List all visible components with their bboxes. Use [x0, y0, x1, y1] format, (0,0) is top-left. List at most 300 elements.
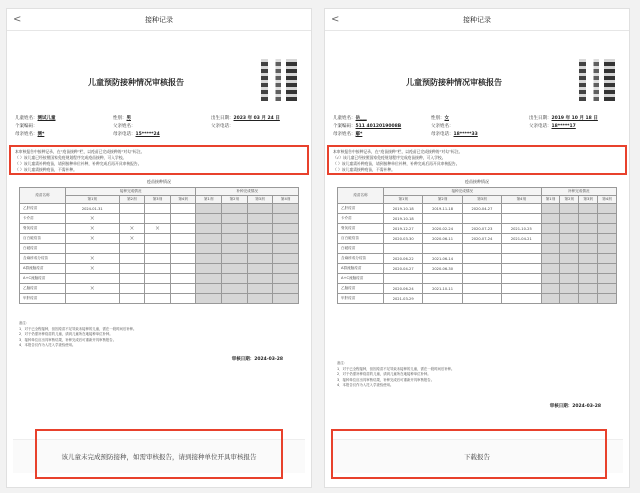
dose-cell [560, 254, 579, 264]
dose-cell [560, 214, 579, 224]
dose-cell [119, 244, 145, 254]
dose-cell [462, 244, 501, 254]
dose-header: 第3剂 [247, 196, 273, 204]
qr-code-icon [579, 59, 615, 101]
table-caption: 疫苗接种情况 [465, 179, 489, 184]
dose-cell [502, 264, 541, 274]
date-label: 审核日期： [549, 404, 573, 409]
archive-code: 511 4012019008B [355, 124, 402, 129]
child-name: 测试儿童 [37, 116, 56, 121]
mother-label: 母亲姓名： [15, 132, 38, 137]
dose-cell [145, 244, 171, 254]
dose-cell [502, 214, 541, 224]
dose-cell [196, 274, 222, 284]
vaccine-name: 白破疫苗 [338, 244, 384, 254]
father-label: 父亲姓名： [431, 124, 454, 129]
dose-cell: × [119, 224, 145, 234]
dose-cell [579, 204, 598, 214]
dose-header: 第1剂 [66, 196, 120, 204]
vaccine-name: A群流脑疫苗 [338, 264, 384, 274]
dose-cell [384, 244, 423, 254]
father-phone: 18*****17 [551, 124, 576, 129]
dose-cell [579, 244, 598, 254]
bottom-text: 下载报告 [464, 453, 490, 461]
notice-line: 本审核报告中接种记录，在“疫苗接种”栏，以疫苗已完成接种的“对勾”标注。 [15, 149, 145, 154]
dose-cell [196, 244, 222, 254]
dose-cell: × [66, 254, 120, 264]
dose-cell [119, 264, 145, 274]
dose-cell [222, 234, 248, 244]
dose-cell [579, 284, 598, 294]
child-name-label: 儿童姓名： [15, 116, 38, 121]
dose-cell [579, 234, 598, 244]
dose-cell [598, 264, 617, 274]
note-line: 3．接种单位应出具审核结果，补种完成后可重新开具审核报告。 [19, 337, 117, 342]
vaccine-name: A群流脑疫苗 [20, 264, 66, 274]
vaccine-name: 乙脑疫苗 [20, 284, 66, 294]
note-line: 3．接种单位应出具审核结果，补种完成后可重新开具审核报告。 [337, 377, 435, 382]
date-label: 审核日期： [231, 357, 255, 362]
dose-cell [423, 244, 462, 254]
dose-cell [502, 274, 541, 284]
dose-cell [560, 274, 579, 284]
audit-date [550, 403, 601, 409]
right-report-screen [324, 8, 630, 488]
table-row [20, 214, 299, 224]
col-header: 疫苗名称 [20, 188, 66, 204]
dose-cell [560, 204, 579, 214]
dose-cell [273, 234, 299, 244]
dose-cell [462, 214, 501, 224]
dose-cell [222, 254, 248, 264]
dose-cell [541, 254, 560, 264]
dose-cell [145, 264, 171, 274]
dose-cell [222, 294, 248, 304]
dose-cell: 2019-11-18 [423, 204, 462, 214]
table-row [338, 264, 617, 274]
dose-cell [247, 214, 273, 224]
child-name-label: 儿童姓名： [333, 116, 356, 121]
notes [19, 321, 303, 349]
table-row [338, 294, 617, 304]
dose-cell [222, 224, 248, 234]
table-row [20, 264, 299, 274]
dose-cell [170, 264, 196, 274]
dose-cell [247, 234, 273, 244]
vaccine-name: 含麻疹成分疫苗 [20, 254, 66, 264]
note-line: 1．对于已全程接种，但因疫苗不足导致未接种的儿童，需在一段时间后补种。 [19, 326, 137, 331]
dose-cell: 2020-03-30 [384, 234, 423, 244]
dose-cell [170, 234, 196, 244]
dose-cell [66, 274, 120, 284]
dose-cell [541, 214, 560, 224]
dose-cell [170, 204, 196, 214]
vaccine-name: 甲肝疫苗 [20, 294, 66, 304]
highlight-box [327, 145, 627, 175]
dose-cell: × [145, 224, 171, 234]
dose-header: 第2剂 [119, 196, 145, 204]
dose-cell [196, 254, 222, 264]
note-line: 备注： [337, 361, 348, 365]
mother-name: 测* [37, 132, 45, 137]
dose-cell [273, 254, 299, 264]
highlight-box [331, 429, 607, 479]
dose-cell [145, 204, 171, 214]
dose-cell [273, 284, 299, 294]
dose-cell [462, 274, 501, 284]
vaccine-name: A+C流脑疫苗 [20, 274, 66, 284]
date-value: 2024-03-28 [254, 357, 283, 362]
back-icon[interactable]: < [331, 14, 340, 25]
dose-cell [196, 204, 222, 214]
notice-line: 本审核报告中接种记录，在“疫苗接种”栏，以疫苗已完成接种的“对勾”标注。 [333, 149, 463, 154]
dose-cell [598, 274, 617, 284]
dose-cell [423, 294, 462, 304]
dose-cell [222, 264, 248, 274]
report-title: 儿童预防接种情况审核报告 [88, 78, 184, 87]
dose-cell [541, 284, 560, 294]
dose-cell: 2020-06-22 [384, 254, 423, 264]
dose-header: 第3剂 [145, 196, 171, 204]
vaccine-name: 白破疫苗 [20, 244, 66, 254]
dose-header: 第3剂 [579, 196, 598, 204]
table-row [338, 254, 617, 264]
report-document [7, 31, 311, 441]
dose-cell [598, 204, 617, 214]
dose-cell [119, 214, 145, 224]
notice-line: （ ）该儿童需接种疫苗，不需补种。 [333, 167, 395, 172]
dose-cell [145, 214, 171, 224]
page-title: 接种记录 [463, 16, 491, 24]
note-line: 2．对于仍需补种疫苗的儿童，请到儿童所在地接种单位补种。 [337, 372, 431, 376]
dose-cell [119, 204, 145, 214]
dose-cell [541, 274, 560, 284]
vaccine-name: 脊灰疫苗 [20, 224, 66, 234]
dose-cell: 2021-03-29 [384, 294, 423, 304]
table-row [338, 284, 617, 294]
dose-cell [541, 204, 560, 214]
dose-cell: 2021-10-25 [502, 224, 541, 234]
mother-phone-label: 母亲电话： [113, 132, 136, 137]
dose-header: 第3剂 [462, 196, 501, 204]
dose-cell [247, 204, 273, 214]
notes [337, 361, 621, 389]
table-row [20, 234, 299, 244]
dose-cell [222, 204, 248, 214]
dose-cell [247, 274, 273, 284]
gender: 女 [444, 116, 449, 121]
table-row [338, 244, 617, 254]
dose-cell [196, 294, 222, 304]
dose-cell [598, 254, 617, 264]
vaccine-name: 卡介苗 [338, 214, 384, 224]
gender-label: 性别： [431, 116, 445, 121]
col-header: 补种完成情况 [541, 188, 617, 196]
dose-cell [560, 244, 579, 254]
dose-cell: 2020-07-24 [462, 234, 501, 244]
child-name: 岳___ [355, 116, 367, 121]
dose-cell [145, 254, 171, 264]
dose-cell [247, 264, 273, 274]
dose-cell [145, 274, 171, 284]
dose-cell [196, 224, 222, 234]
table-row [338, 224, 617, 234]
dose-cell [273, 204, 299, 214]
father-phone-label: 父亲电话： [529, 124, 552, 129]
vaccine-name: 乙脑疫苗 [338, 284, 384, 294]
dose-cell [579, 264, 598, 274]
mother-name: 鄢* [355, 132, 363, 137]
highlight-box [35, 429, 283, 479]
vaccine-name: 百白破疫苗 [20, 234, 66, 244]
col-header: 补种完成情况 [196, 188, 299, 196]
dose-cell [579, 274, 598, 284]
dose-cell [598, 244, 617, 254]
dose-cell: × [66, 234, 120, 244]
report-title: 儿童预防接种情况审核报告 [406, 78, 502, 87]
dose-cell: 2021-10-11 [423, 284, 462, 294]
dose-cell: × [66, 214, 120, 224]
father-phone-label: 父亲电话： [211, 124, 234, 129]
dose-cell [384, 274, 423, 284]
vaccine-name: 含麻疹成分疫苗 [338, 254, 384, 264]
archive-label: 个案编码： [15, 124, 38, 129]
highlight-box [9, 145, 309, 175]
birth-label: 出生日期： [211, 116, 234, 121]
dose-cell [170, 254, 196, 264]
dose-cell [560, 294, 579, 304]
dose-cell [579, 224, 598, 234]
dose-cell [598, 234, 617, 244]
dose-cell: 2020-04-27 [384, 264, 423, 274]
table-caption: 疫苗接种情况 [147, 179, 171, 184]
notice-line: （ ）该儿童需补种疫苗，请到接种单位补种，补种完成后再开具审核报告。 [333, 161, 460, 166]
vaccine-name: 甲肝疫苗 [338, 294, 384, 304]
dose-cell [145, 294, 171, 304]
note-line: 4．本报告仅作为入托入学查验使用。 [19, 343, 76, 347]
qr-code-icon [261, 59, 297, 101]
dose-header: 第4剂 [170, 196, 196, 204]
dose-cell: 2020-06-24 [384, 284, 423, 294]
table-row [338, 214, 617, 224]
dose-cell [66, 244, 120, 254]
dose-cell [119, 294, 145, 304]
note-line: 4．本报告仅作为入托入学查验使用。 [337, 383, 394, 387]
dose-cell [579, 254, 598, 264]
notice-line: （ ）该儿童已经按照国家免疫规划程序完成疫苗接种，可入学校。 [15, 155, 127, 160]
table-row [338, 274, 617, 284]
dose-cell [462, 254, 501, 264]
dose-cell [598, 294, 617, 304]
dose-cell [273, 294, 299, 304]
dose-cell [273, 224, 299, 234]
note-line: 1．对于已全程接种，但因疫苗不足导致未接种的儿童，需在一段时间后补种。 [337, 366, 455, 371]
dose-cell: 2024-01-31 [66, 204, 120, 214]
dose-cell [273, 274, 299, 284]
dose-cell: 2020-07-23 [462, 224, 501, 234]
dose-cell [222, 214, 248, 224]
page-title: 接种记录 [145, 16, 173, 24]
dose-cell: 2020-06-30 [423, 264, 462, 274]
dose-cell [170, 224, 196, 234]
left-report-screen [6, 8, 312, 488]
dose-cell [222, 244, 248, 254]
vaccine-table [337, 187, 617, 304]
dose-cell [170, 294, 196, 304]
dose-cell [502, 294, 541, 304]
dose-cell [502, 244, 541, 254]
vaccine-name: 卡介苗 [20, 214, 66, 224]
dose-cell [423, 274, 462, 284]
vaccine-table [19, 187, 299, 304]
gender-label: 性别： [113, 116, 127, 121]
dose-cell: 2021-06-14 [423, 254, 462, 264]
dose-cell [423, 214, 462, 224]
dose-cell [598, 214, 617, 224]
dose-cell: × [66, 224, 120, 234]
dose-header: 第2剂 [423, 196, 462, 204]
col-header: 疫苗名称 [338, 188, 384, 204]
dose-cell [560, 284, 579, 294]
mother-phone-label: 母亲电话： [431, 132, 454, 137]
dose-cell [541, 234, 560, 244]
audit-date [232, 356, 283, 362]
birth-date: 2023 年 03 月 24 日 [233, 116, 280, 121]
dose-cell [119, 254, 145, 264]
child-info [15, 115, 303, 139]
table-row [338, 204, 617, 214]
vaccine-name: A+C流脑疫苗 [338, 274, 384, 284]
table-row [20, 254, 299, 264]
notice-line: （√）该儿童已经按照国家免疫规划程序完成疫苗接种，可入学校。 [333, 155, 446, 160]
dose-cell [170, 284, 196, 294]
notice-line: （ ）该儿童需接种疫苗，不需补种。 [15, 167, 77, 172]
dose-cell [541, 294, 560, 304]
dose-cell [579, 214, 598, 224]
mother-phone: 15*****24 [135, 132, 160, 137]
note-line: 2．对于仍需补种疫苗的儿童，请到儿童所在地接种单位补种。 [19, 332, 113, 336]
dose-cell [502, 284, 541, 294]
dose-cell [119, 274, 145, 284]
dose-cell [247, 224, 273, 234]
dose-cell [560, 264, 579, 274]
dose-cell: 2021-04-21 [502, 234, 541, 244]
date-value: 2024-03-28 [572, 404, 601, 409]
vaccine-name: 乙肝疫苗 [20, 204, 66, 214]
dose-cell [579, 294, 598, 304]
table-row [20, 224, 299, 234]
nav-header [325, 9, 629, 31]
dose-cell: 2020-06-11 [423, 234, 462, 244]
table-row [20, 294, 299, 304]
dose-cell [145, 284, 171, 294]
dose-cell [170, 274, 196, 284]
dose-cell [170, 214, 196, 224]
vaccine-name: 脊灰疫苗 [338, 224, 384, 234]
table-row [338, 234, 617, 244]
dose-cell [247, 284, 273, 294]
report-document [325, 31, 629, 441]
dose-cell [462, 294, 501, 304]
dose-header: 第2剂 [560, 196, 579, 204]
dose-cell: 2019-12-27 [384, 224, 423, 234]
dose-header: 第4剂 [598, 196, 617, 204]
table-row [20, 244, 299, 254]
dose-header: 第1剂 [541, 196, 560, 204]
dose-header: 第4剂 [502, 196, 541, 204]
nav-header [7, 9, 311, 31]
dose-cell [196, 284, 222, 294]
dose-cell: 2020-04-27 [462, 204, 501, 214]
vaccine-name: 乙肝疫苗 [338, 204, 384, 214]
col-header: 接种完成情况 [384, 188, 542, 196]
dose-cell: × [119, 234, 145, 244]
dose-cell: 2020-02-24 [423, 224, 462, 234]
dose-cell [502, 204, 541, 214]
dose-cell [222, 284, 248, 294]
notice-line: （ ）该儿童需补种疫苗，请到接种单位补种，补种完成后再开具审核报告。 [15, 161, 142, 166]
dose-cell [598, 224, 617, 234]
dose-cell [119, 284, 145, 294]
dose-cell [196, 264, 222, 274]
dose-header: 第1剂 [384, 196, 423, 204]
father-label: 父亲姓名： [113, 124, 136, 129]
dose-cell [196, 214, 222, 224]
dose-cell [598, 284, 617, 294]
bottom-text: 该儿童未完成预防接种，如需审核报告，请到接种单位开具审核报告 [61, 453, 257, 461]
child-info [333, 115, 621, 139]
dose-cell [462, 264, 501, 274]
dose-cell [273, 214, 299, 224]
gender: 男 [126, 116, 131, 121]
dose-cell [502, 254, 541, 264]
dose-cell [145, 234, 171, 244]
birth-label: 出生日期： [529, 116, 552, 121]
dose-header: 第4剂 [273, 196, 299, 204]
col-header: 接种完成情况 [66, 188, 196, 196]
archive-label: 个案编码： [333, 124, 356, 129]
dose-header: 第1剂 [196, 196, 222, 204]
table-row [20, 204, 299, 214]
dose-cell [247, 244, 273, 254]
dose-cell: 2019-10-18 [384, 214, 423, 224]
dose-cell [541, 224, 560, 234]
dose-cell: 2019-10-18 [384, 204, 423, 214]
mother-phone: 18*****33 [453, 132, 478, 137]
table-row [20, 274, 299, 284]
table-row [20, 284, 299, 294]
dose-cell [462, 284, 501, 294]
note-line: 备注： [19, 321, 30, 325]
vaccine-name: 百白破疫苗 [338, 234, 384, 244]
dose-cell [541, 244, 560, 254]
dose-cell [560, 224, 579, 234]
mother-label: 母亲姓名： [333, 132, 356, 137]
dose-cell [66, 294, 120, 304]
dose-cell [247, 254, 273, 264]
dose-header: 第2剂 [222, 196, 248, 204]
dose-cell: × [66, 264, 120, 274]
dose-cell [273, 264, 299, 274]
dose-cell [222, 274, 248, 284]
dose-cell [247, 294, 273, 304]
dose-cell [196, 234, 222, 244]
dose-cell [560, 234, 579, 244]
dose-cell: × [66, 284, 120, 294]
dose-cell [541, 264, 560, 274]
back-icon[interactable]: < [13, 14, 22, 25]
dose-cell [170, 244, 196, 254]
